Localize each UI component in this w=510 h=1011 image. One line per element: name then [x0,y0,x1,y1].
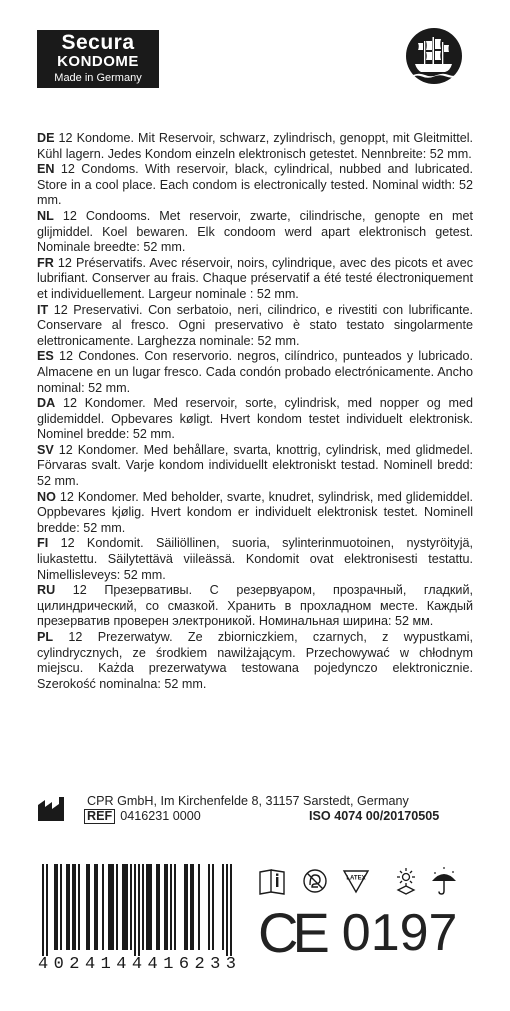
barcode-bar [66,864,68,950]
barcode-bar [174,864,176,950]
logo-line-2: KONDOME [57,53,139,70]
iso-standard: ISO 4074 00/20170505 [309,809,440,823]
barcode-bar [88,864,90,950]
latex-label: LATEX [346,875,366,882]
logo-line-1: Secura [61,31,135,54]
lang-text: 12 Kondomit. Säiliöllinen, suoria, sylinterinmuotoinen, nystyröityjä, liukastettu. Säilytettävä viileässä. Kondomit ovat elektronisesti testattu. Nimellisleveys: 52 mm. [37,536,474,582]
lang-text: 12 Kondomer. Med beholder, svarte, knudret, sylindrisk, med glidemiddel. Oppbevares kjølig. Hvert kondom er individuelt elektronisk testet. Nominell bredde: 52 mm. [37,489,474,535]
barcode-bar [126,864,128,950]
barcode-bar [212,864,214,950]
barcode-bar [146,864,148,950]
lang-code: RU [37,583,56,598]
lang-paragraph-fi [37,536,473,583]
barcode-bar [108,864,110,950]
lang-paragraph-de [37,131,473,162]
ref-number: 0416231 0000 [120,809,201,823]
lang-paragraph-pl [37,630,473,692]
barcode-bar [60,864,62,950]
barcode-bar [184,864,186,950]
barcode-bar [158,864,160,950]
barcode-bar [142,864,144,950]
keep-dry-icon [432,867,456,894]
barcode-bar [198,864,200,950]
manufacturer-address: CPR GmbH, Im Kirchenfelde 8, 31157 Sarstedt, Germany [87,794,409,808]
manufacturer-icon [37,796,67,822]
barcode-bar [54,864,56,950]
lang-code: IT [37,302,49,317]
barcode-bar [186,864,188,950]
barcode-bar [42,864,44,956]
lang-code: PL [37,630,54,644]
keep-away-from-sunlight-icon [397,868,415,894]
lang-paragraph-no [37,490,473,537]
lang-paragraph-es [37,349,473,396]
barcode-bar [94,864,96,950]
barcode-bar [74,864,76,950]
barcode-bar [130,864,132,950]
lang-code: EN [37,162,55,177]
barcode-bar [72,864,74,950]
lang-text: 12 Condoms. With reservoir, black, cylindrical, nubbed and lubricated. Store in a cool place. Each condom is electronically tested. Nominal width: 52 mm. [37,162,474,208]
lang-code: SV [37,442,54,457]
lang-code: DE [37,131,55,145]
barcode-bar [192,864,194,950]
barcode-number: 4024144416233 [38,955,236,972]
lang-text: 12 Préservatifs. Avec réservoir, noirs, cylindrique, avec des picots et avec lubrifiant. Conserver au frais. Chaque préservatif a été testé électroniquement et individuellement. Largeur nominale : 52 mm. [37,255,473,301]
manufacturer-block [37,794,473,828]
lang-text: 12 Презервативы. С резервуаром, прозрачный, гладкий, цилиндрический, со смазкой. Хранить в прохладном месте. Каждый презерватив проверен электроникой. Номинальная ширина: 52 мм. [37,583,473,629]
do-not-reuse-icon [304,870,326,892]
barcode-bar [56,864,58,950]
latex-icon [344,871,368,892]
barcode-bar [170,864,172,950]
barcode-bar [116,864,118,950]
barcode-bar [208,864,210,950]
lang-paragraph-it [37,303,473,350]
ce-marking [258,901,473,964]
barcode-bar [166,864,168,950]
barcode-bar [134,864,136,956]
lang-paragraph-en [37,162,473,209]
barcode-bar [78,864,80,950]
barcode-bar [164,864,166,950]
lang-paragraph-nl [37,209,473,256]
barcode-bar [148,864,150,950]
lang-code: NL [37,208,54,223]
ref-row [84,809,201,824]
barcode-bar [190,864,192,950]
lang-paragraph-ru [37,583,473,630]
barcode-bar [46,864,48,956]
barcode-bars [42,864,232,956]
barcode-bar [150,864,152,950]
barcode-bar [226,864,228,956]
lang-code: FR [37,255,54,270]
multilingual-description [37,131,473,692]
lang-paragraph-fr [37,256,473,303]
notified-body-number: 0197 [341,904,458,962]
barcode-bar [230,864,232,956]
lang-text: 12 Kondomer. Med behållare, svarta, knottrig, cylindrisk, med glidmedel. Förvaras svalt. Varje kondom individuellt elektroniskt testad. Nominell bredd: 52 mm. [37,442,473,489]
lang-text: 12 Prezerwatyw. Ze zbiorniczkiem, czarnych, z wypustkami, cylindrycznych, ze środkiem nawilżającym. Przechowywać w chłodnym miejscu. Każda prezerwatywa testowana pojedynczo elektronicznie. Szerokość nominalna: 52 mm. [37,630,473,691]
lang-text: 12 Kondomer. Med reservoir, sorte, cylindrisk, med nopper og med glidemiddel. Opbevares køligt. Hvert kondom testet individuelt elektronisk. Nominel bredde: 52 mm. [37,396,473,442]
barcode-bar [156,864,158,950]
barcode-bar [102,864,104,950]
barcode-bar [122,864,124,950]
barcode-bar [222,864,224,950]
lang-code: NO [37,489,56,504]
brand-logo [37,30,159,88]
barcode [34,864,240,972]
lang-code: ES [37,349,54,364]
lang-paragraph-sv [37,443,473,490]
lang-code: FI [37,536,49,551]
logo-line-3: Made in Germany [54,72,142,84]
lang-paragraph-da [37,396,473,443]
lang-text: 12 Condones. Con reservorio. negros, cilíndrico, punteados y lubricado. Almacene en un lugar fresco. Cada condón probado electrónicamente. Ancho nominal: 52 mm. [37,349,474,395]
barcode-bar [138,864,140,956]
regulatory-symbols [258,866,473,896]
barcode-bar [110,864,112,950]
barcode-bar [86,864,88,950]
barcode-bar [112,864,114,950]
consult-instructions-icon [260,870,284,894]
lang-text: 12 Preservativi. Con serbatoio, neri, cilindrico, e rivestiti con lubrificante. Conservare al fresco. Ogni preservativo è stato testato singolarmente elettronicamente. Larghezza nominale: 52 mm. [37,302,474,348]
ship-icon [405,27,463,85]
barcode-bar [68,864,70,950]
ref-label: REF [84,809,115,824]
lang-code: DA [37,396,56,411]
lang-text: 12 Kondome. Mit Reservoir, schwarz, zylindrisch, genoppt, mit Gleitmittel. Kühl lagern. Jedes Kondom einzeln elektronisch getestet. Nennbreite: 52 mm. [37,131,474,161]
lang-text: 12 Condooms. Met reservoir, zwarte, cilindrische, genopte en met glijmiddel. Koel bewaren. Elk condoom werd apart elektronisch getest. Nominale breedte: 52 mm. [37,208,474,255]
barcode-bar [96,864,98,950]
ce-mark: CE [258,901,324,964]
barcode-bar [124,864,126,950]
